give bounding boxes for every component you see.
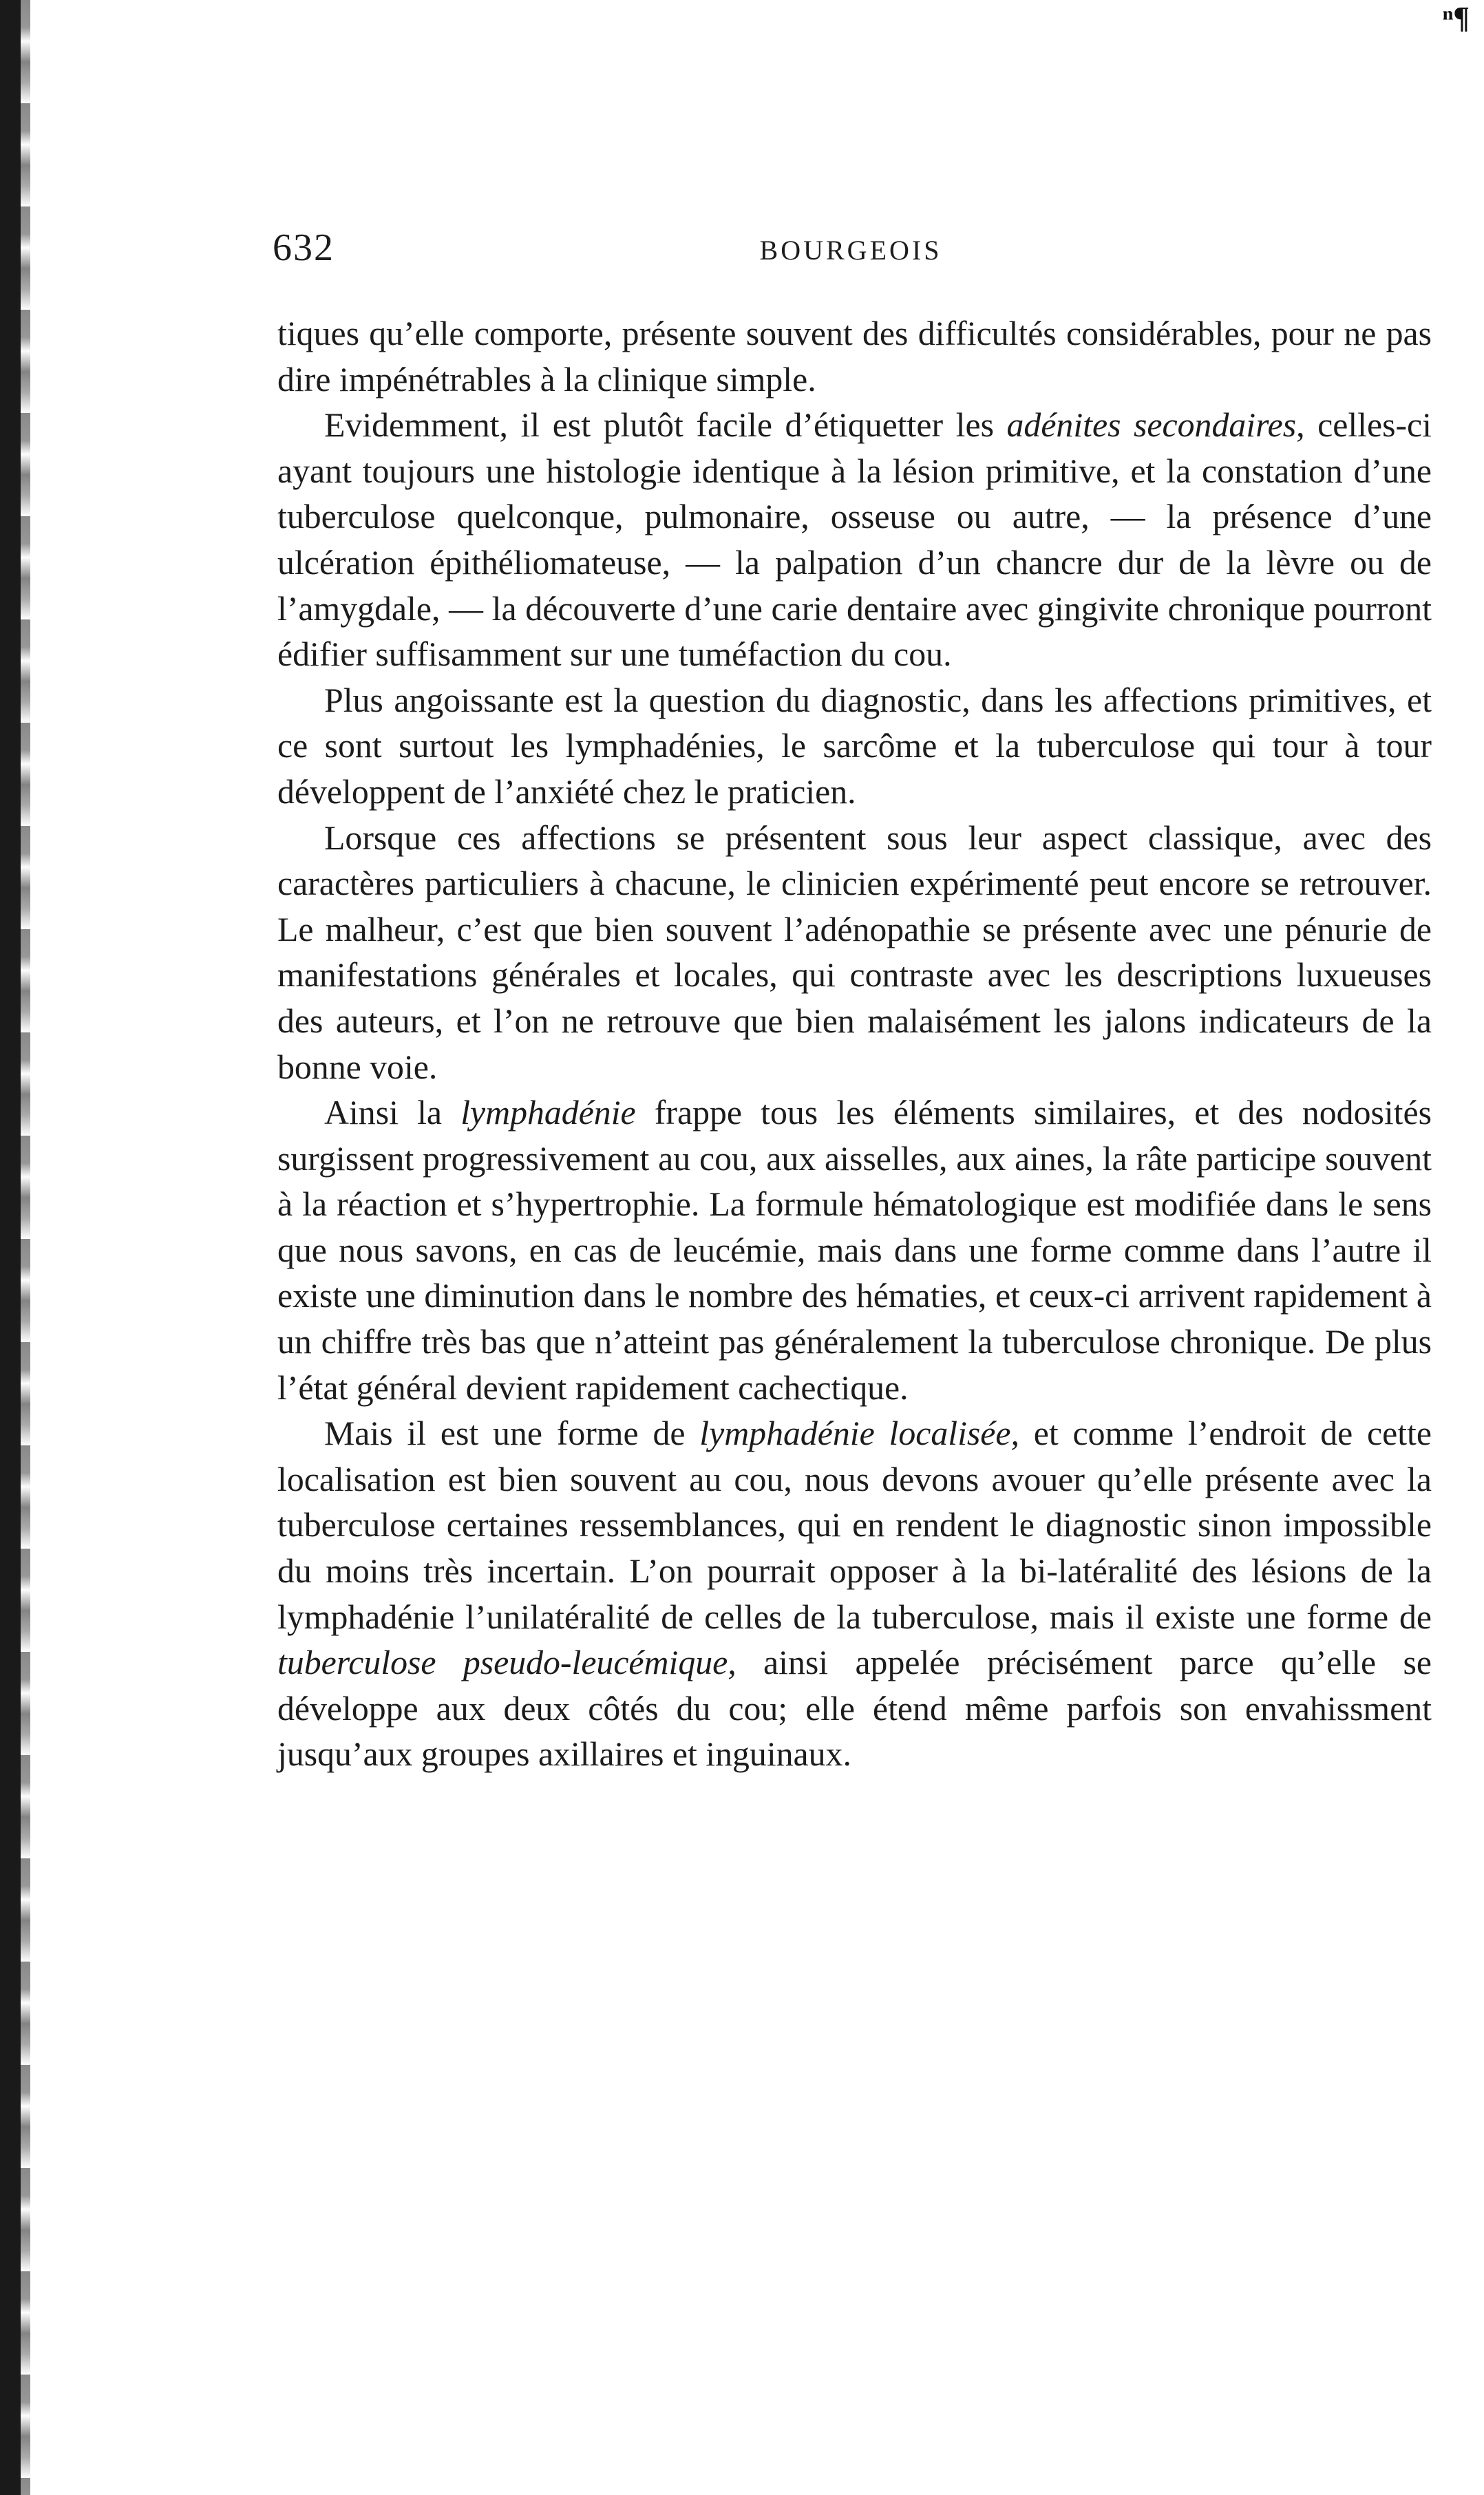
paragraph-5-text-c: frappe tous les éléments similaires, et des nodosités surgissent progressivement au cou, aux aisselles, aux aines, la râte participe souvent à la réaction et s’hypertrophie. La formule hématologique est modifiée dans le sens que nous savons, en cas de leucémie, mais dans une forme comme dans l’autre il existe une diminution dans le nombre des hématies, et ceux-ci arrivent rapidement à un chiffre très bas que n’atteint pas généralement la tuberculose chronique. De plus l’état général devient rapidement cachectique. <box>277 1094 1432 1407</box>
paragraph-4 <box>277 816 1432 1091</box>
paragraph-5-text-a: Ainsi la <box>324 1094 461 1132</box>
page-header <box>273 226 1429 281</box>
paragraph-3-text: Plus angoissante est la question du diagnostic, dans les affections primitives, et ce sont surtout les lymphadénies, le sarcôme et la tuberculose qui tour à tour développent de l’anxiété chez le praticien. <box>277 681 1432 811</box>
paragraph-6-text-c: et comme l’endroit de cette localisation est bien souvent au cou, nous devons avouer qu’elle présente avec la tuberculose certaines ressemblances, qui en rendent le diagnostic sinon impossible du moins très incertain. L’on pourrait opposer à la bi-latéralité des lésions de la lymphadénie l’unilatéralité de celles de la tuberculose, mais il existe une forme de <box>277 1414 1432 1636</box>
paragraph-2 <box>277 403 1432 678</box>
paragraph-2-italic-term: adénites secondaires <box>1006 406 1297 445</box>
page-binding-shadow <box>21 0 30 2495</box>
paragraph-4-text: Lorsque ces affections se présentent sous leur aspect classique, avec des caractères particuliers à chacune, le clinicien expérimenté peut encore se retrouver. Le malheur, c’est que bien souvent l’adénopathie se présente avec une pénurie de manifestations générales et locales, qui contraste avec les descriptions luxueuses des auteurs, et l’on ne retrouve que bien malaisément les jalons indicateurs de la bonne voie. <box>277 818 1432 1086</box>
paragraph-2-text-c: , celles-ci ayant toujours une histologie identique à la lésion primitive, et la constation d’une tuberculose quelconque, pulmonaire, osseuse ou autre, — la présence d’une ulcération épithéliomateuse, — la palpation d’un chancre dur de la lèvre ou de l’amygdale, — la découverte d’une carie dentaire avec gingivite chronique pourront édifier suffisamment sur une tuméfaction du cou. <box>277 406 1432 674</box>
paragraph-6-italic-term-1: lymphadénie localisée, <box>699 1414 1019 1453</box>
page-number: 632 <box>273 226 335 269</box>
paragraph-2-text-a: Evidemment, il est plutôt facile d’étiquetter les <box>324 406 1007 445</box>
paragraph-5-italic-term: lymphadénie <box>460 1094 636 1132</box>
paragraph-1 <box>277 311 1432 403</box>
body-text <box>277 311 1432 1778</box>
paragraph-6-text-e: ainsi appelée précisément parce qu’elle se développe aux deux côtés du cou; elle étend même parfois son envahissment jusqu’aux groupes axillaires et inguinaux. <box>277 1644 1432 1774</box>
running-head: BOURGEOIS <box>759 235 942 266</box>
paragraph-6-italic-term-2: tuberculose pseudo-leucémique, <box>277 1644 736 1682</box>
paragraph-3 <box>277 678 1432 816</box>
page-binding-edge <box>0 0 21 2495</box>
paragraph-6-text-a: Mais il est une forme de <box>324 1414 700 1453</box>
paragraph-5 <box>277 1090 1432 1411</box>
paragraph-1-text: tiques qu’elle comporte, présente souvent des difficultés considérables, pour ne pas dire impénétrables à la clinique simple. <box>277 315 1432 399</box>
paragraph-6 <box>277 1411 1432 1778</box>
corner-mark: ⁿ¶ <box>1443 1 1470 34</box>
